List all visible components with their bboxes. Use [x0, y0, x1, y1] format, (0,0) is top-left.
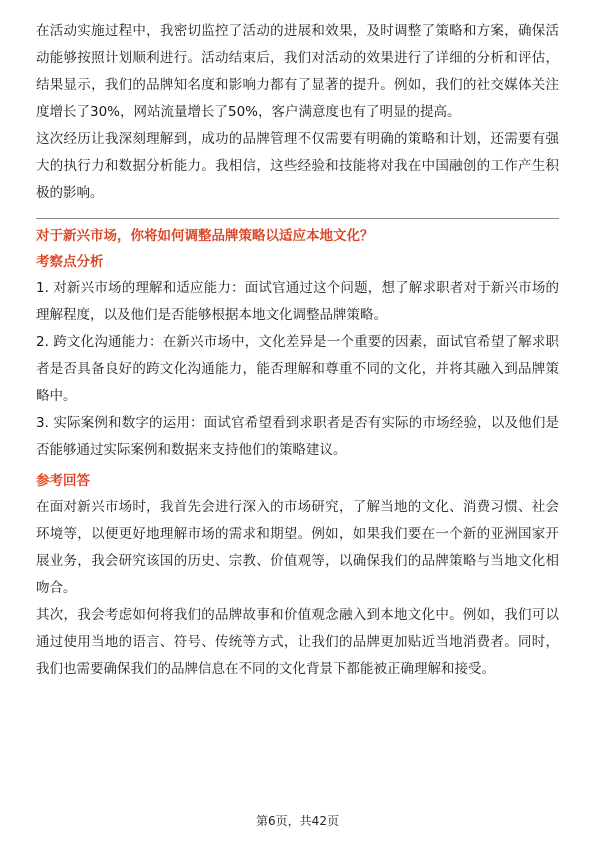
intro-paragraph-2: 这次经历让我深刻理解到，成功的品牌管理不仅需要有明确的策略和计划，还需要有强大的执行力和数据分析能力。我相信，这些经验和技能将对我在中国融创的工作产生积极的影响。	[36, 131, 559, 201]
analysis-item-3: 3. 实际案例和数字的运用：面试官希望看到求职者是否有实际的市场经验，以及他们是否能够通过实际案例和数据来支持他们的策略建议。	[36, 415, 559, 458]
intro-paragraph-1: 在活动实施过程中，我密切监控了活动的进展和效果，及时调整了策略和方案，确保活动能够按照计划顺利进行。活动结束后，我们对活动的效果进行了详细的分析和评估，结果显示，我们的品牌知名度和影响力都有了显著的提升。例如，我们的社交媒体关注度增长了30%，网站流量增长了50%，客户满意度也有了明显的提高。	[36, 23, 559, 120]
analysis-title: 考察点分析	[36, 254, 104, 270]
answer-paragraph-1: 在面对新兴市场时，我首先会进行深入的市场研究，了解当地的文化、消费习惯、社会环境等，以便更好地理解市场的需求和期望。例如，如果我们要在一个新的亚洲国家开展业务，我会研究该国的历史、宗教、价值观等，以确保我们的品牌策略与当地文化相吻合。	[36, 499, 559, 596]
analysis-item-2: 2. 跨文化沟通能力：在新兴市场中，文化差异是一个重要的因素，面试官希望了解求职者是否具备良好的跨文化沟通能力，能否理解和尊重不同的文化，并将其融入到品牌策略中。	[36, 334, 559, 404]
section-divider	[36, 218, 559, 219]
answer-title: 参考回答	[36, 473, 90, 489]
page-number: 第6页，共42页	[256, 814, 339, 828]
question-heading: 对于新兴市场，你将如何调整品牌策略以适应本地文化？	[36, 228, 374, 244]
page-content	[36, 18, 559, 683]
answer-paragraph-2: 其次，我会考虑如何将我们的品牌故事和价值观念融入到本地文化中。例如，我们可以通过使用当地的语言、符号、传统等方式，让我们的品牌更加贴近当地消费者。同时，我们也需要确保我们的品牌信息在不同的文化背景下都能被正确理解和接受。	[36, 607, 559, 677]
analysis-item-1: 1. 对新兴市场的理解和适应能力：面试官通过这个问题，想了解求职者对于新兴市场的理解程度，以及他们是否能够根据本地文化调整品牌策略。	[36, 280, 559, 323]
